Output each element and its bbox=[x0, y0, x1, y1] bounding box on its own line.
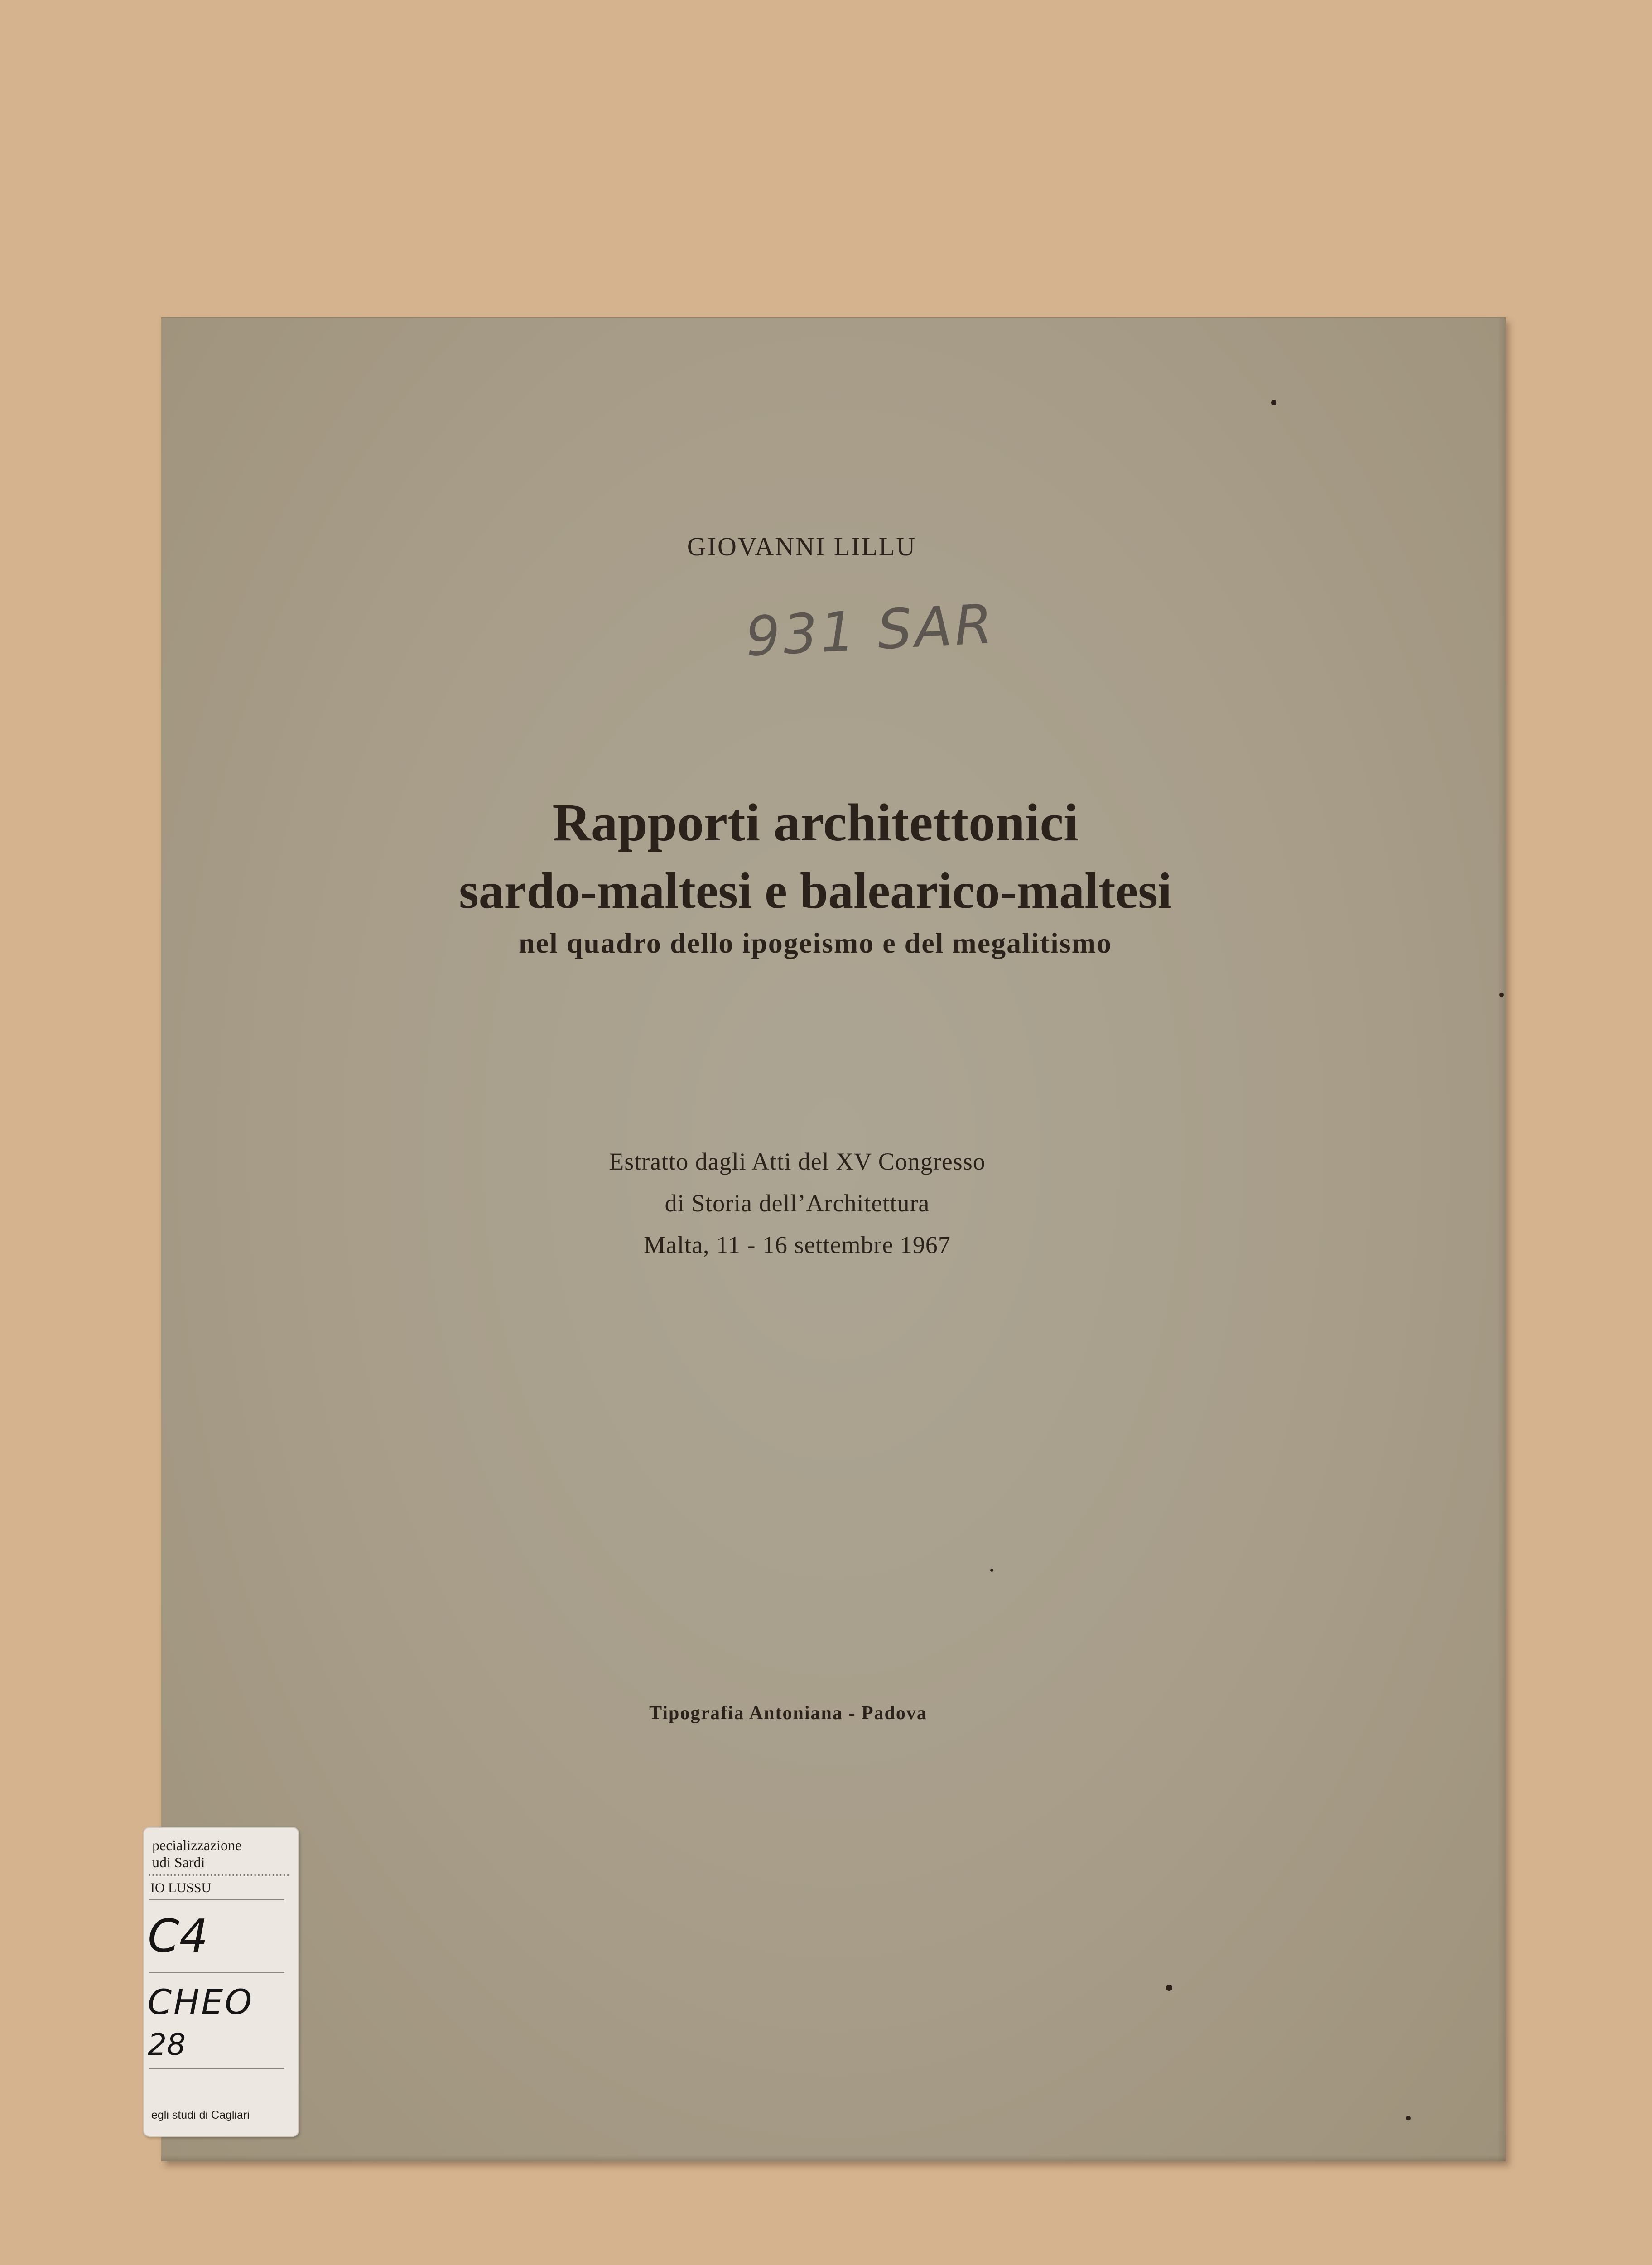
label-handwritten-class: C4 bbox=[148, 1909, 208, 1962]
label-dotted-divider bbox=[149, 1874, 289, 1876]
cover-bottom-edge-shadow bbox=[161, 2155, 1506, 2161]
extract-line-3: Malta, 11 - 16 settembre 1967 bbox=[644, 1231, 951, 1258]
extract-line-1: Estratto dagli Atti del XV Congresso bbox=[609, 1148, 986, 1175]
label-institution-line-2: udi Sardi bbox=[152, 1854, 205, 1870]
pamphlet-cover bbox=[148, 317, 1506, 2161]
paper-speck bbox=[990, 1569, 993, 1572]
label-rule bbox=[149, 2068, 284, 2069]
label-rule bbox=[149, 1899, 284, 1900]
label-handwritten-number: 28 bbox=[148, 2027, 186, 2062]
label-rule bbox=[149, 1972, 284, 1973]
paper-speck bbox=[1499, 993, 1504, 997]
paper-speck bbox=[1271, 400, 1276, 405]
printer-imprint: Tipografia Antoniana - Padova bbox=[649, 1703, 927, 1724]
subtitle: nel quadro dello ipogeismo e del megalitismo bbox=[519, 927, 1112, 959]
title-line-1: Rapporti architettonici bbox=[552, 793, 1079, 852]
cover-right-edge-shadow bbox=[1498, 318, 1506, 2161]
handwritten-shelfmark: 931 SAR bbox=[744, 593, 997, 669]
title-line-2: sardo-maltesi e balearico-maltesi bbox=[459, 863, 1172, 919]
label-institution-line-1: pecializzazione bbox=[152, 1837, 242, 1853]
paper-speck bbox=[1166, 1985, 1172, 1991]
paper-speck bbox=[1406, 2116, 1411, 2120]
label-footer: egli studi di Cagliari bbox=[151, 2109, 250, 2121]
label-library-name: IO LUSSU bbox=[150, 1880, 212, 1895]
library-catalog-label bbox=[143, 1827, 299, 2137]
extract-line-2: di Storia dell’Architettura bbox=[665, 1190, 930, 1217]
extract-note bbox=[125, 1141, 1469, 1266]
label-handwritten-section: CHEO bbox=[148, 1982, 254, 2022]
author-name: GIOVANNI LILLU bbox=[687, 532, 917, 561]
